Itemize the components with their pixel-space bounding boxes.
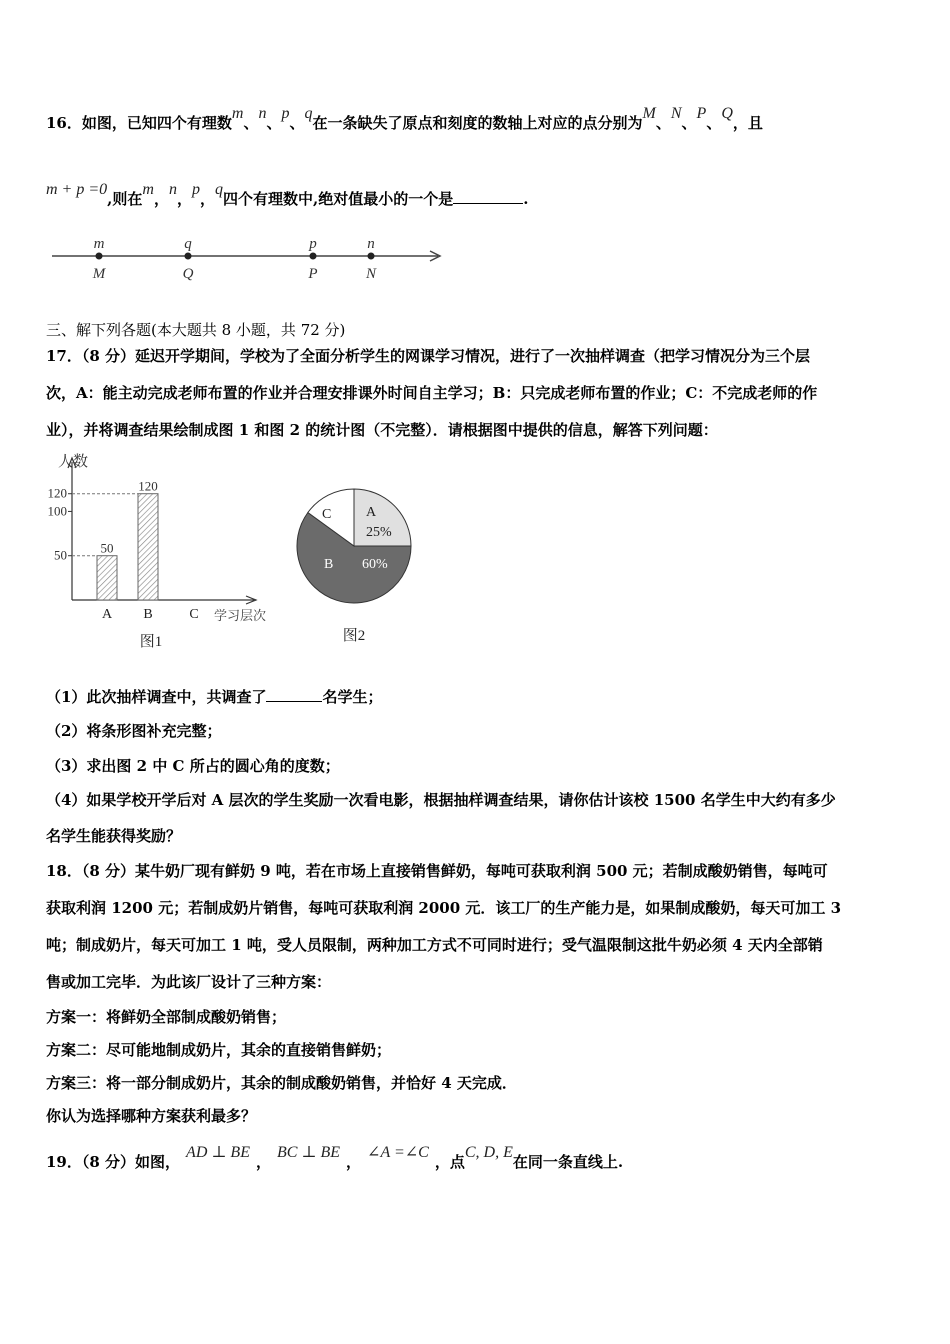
point-M: M	[642, 105, 656, 122]
fig2-caption: 图2	[342, 628, 366, 644]
category-label-B: B	[143, 607, 153, 622]
q18-line3: 吨；制成奶片，每天可加工 1 吨，受人员限制，两种加工方式不可同时进行；受气温限制这批牛奶必须 4 天内全部销	[46, 936, 823, 954]
pie-chart-fig2	[296, 478, 436, 653]
svg-text:P: P	[308, 266, 318, 282]
var-m: m	[231, 105, 244, 122]
pie-label-B: B	[324, 557, 334, 572]
q18-plan2: 方案二：尽可能地制成奶片，其余的直接销售鲜奶；	[46, 1041, 392, 1059]
q18-plan1: 方案一：将鲜奶全部制成酸奶销售；	[46, 1008, 287, 1026]
fig1-caption: 图1	[139, 634, 163, 650]
number-line	[44, 228, 454, 288]
q18-line2: 获取利润 1200 元；若制成奶片销售，每吨可获取利润 2000 元．该工厂的生产能力是，如果制成酸奶，每天可加工 3	[46, 899, 842, 917]
section-heading: 三、解下列各题(本大题共 8 小题，共 72 分)	[46, 321, 346, 339]
bar-chart-fig1	[36, 446, 286, 656]
svg-text:M: M	[92, 266, 106, 282]
data-label-A: 50	[100, 540, 114, 556]
q17-line2: 次，A：能主动完成老师布置的作业并合理安排课外时间自主学习；B：只完成老师布置的作业；C：不完成老师的作	[46, 384, 818, 402]
category-label-C: C	[189, 607, 199, 622]
q16-line1: 16．如图，已知四个有理数m、n、p、q在一条缺失了原点和刻度的数轴上对应的点分别为M、N、P、Q，且	[46, 105, 763, 132]
pie-value-A: 25%	[366, 525, 392, 540]
answer-blank	[266, 687, 322, 702]
y-tick-label-50: 50	[54, 547, 67, 563]
q18-line1: 18．（8 分）某牛奶厂现有鲜奶 9 吨，若在市场上直接销售鲜奶，每吨可获取利润 500 元；若制成酸奶销售，每吨可	[46, 862, 828, 880]
point-Q: Q	[721, 105, 733, 122]
y-tick-label-120: 120	[47, 485, 67, 501]
expr-bc-perp-be: BC ⊥ BE	[276, 1144, 341, 1161]
y-tick-label-100: 100	[47, 503, 67, 519]
expr-ad-perp-be: AD ⊥ BE	[186, 1144, 250, 1161]
nl-point-p	[307, 236, 317, 282]
var-p: p	[281, 105, 290, 122]
q16-number: 16．	[46, 114, 82, 132]
point-N: N	[670, 105, 682, 122]
svg-text:n: n	[367, 236, 375, 252]
q17-line3: 业），并将调查结果绘制成图 1 和图 2 的统计图（不完整）．请根据图中提供的信息，解答下列问题：	[46, 421, 718, 439]
expr-cde: C, D, E	[464, 1144, 513, 1161]
var-q: q	[304, 105, 313, 122]
y-axis-label: 人数	[58, 454, 89, 470]
bar-B	[138, 494, 158, 600]
condition: m + p =0	[46, 181, 108, 198]
q18-plan3: 方案三：将一部分制成奶片，其余的制成酸奶销售，并恰好 4 天完成．	[46, 1074, 517, 1092]
point-P: P	[696, 105, 707, 122]
svg-text:N: N	[365, 266, 377, 282]
q16-line2: m + p =0,则在m，n，p，q四个有理数中,绝对值最小的一个是 .	[46, 181, 529, 208]
answer-blank	[453, 189, 523, 204]
svg-text:m: m	[93, 236, 105, 252]
pie-value-B: 60%	[362, 557, 388, 572]
pie-label-A: A	[366, 505, 377, 520]
pie-label-C: C	[322, 507, 332, 522]
x-axis-label: 学习层次	[214, 608, 267, 623]
data-label-B: 120	[138, 478, 158, 494]
svg-text:p: p	[309, 236, 317, 252]
svg-text:Q: Q	[182, 266, 194, 282]
q17-line1: 17．（8 分）延迟开学期间，学校为了全面分析学生的网课学习情况，进行了一次抽样调查（把学习情况分为三个层	[46, 347, 811, 365]
svg-text:q: q	[184, 236, 192, 252]
nl-point-m	[92, 236, 107, 282]
q17-sub1: （1）此次抽样调查中，共调查了 名学生；	[46, 688, 383, 706]
q18-line4: 售或加工完毕．为此该厂设计了三种方案：	[46, 973, 332, 991]
nl-point-n	[365, 236, 377, 282]
expr-angle-eq: ∠A =∠C	[367, 1144, 429, 1161]
nl-point-q	[183, 236, 194, 282]
q17-sub3: （3）求出图 2 中 C 所占的圆心角的度数；	[46, 757, 340, 775]
category-label-A: A	[101, 607, 113, 622]
q17-sub4b: 名学生能获得奖励？	[46, 827, 182, 845]
bar-A	[97, 556, 117, 600]
q17-sub2: （2）将条形图补充完整；	[46, 722, 222, 740]
var-n: n	[258, 105, 267, 122]
q19-line: 19．（8 分）如图，AD ⊥ BE，BC ⊥ BE，∠A =∠C，点C, D, E在同一条直线上.	[46, 1144, 624, 1171]
q18-question: 你认为选择哪种方案获利最多？	[46, 1107, 257, 1125]
q17-sub4a: （4）如果学校开学后对 A 层次的学生奖励一次看电影，根据抽样调查结果，请你估计该校 1500 名学生中大约有多少	[46, 791, 836, 809]
